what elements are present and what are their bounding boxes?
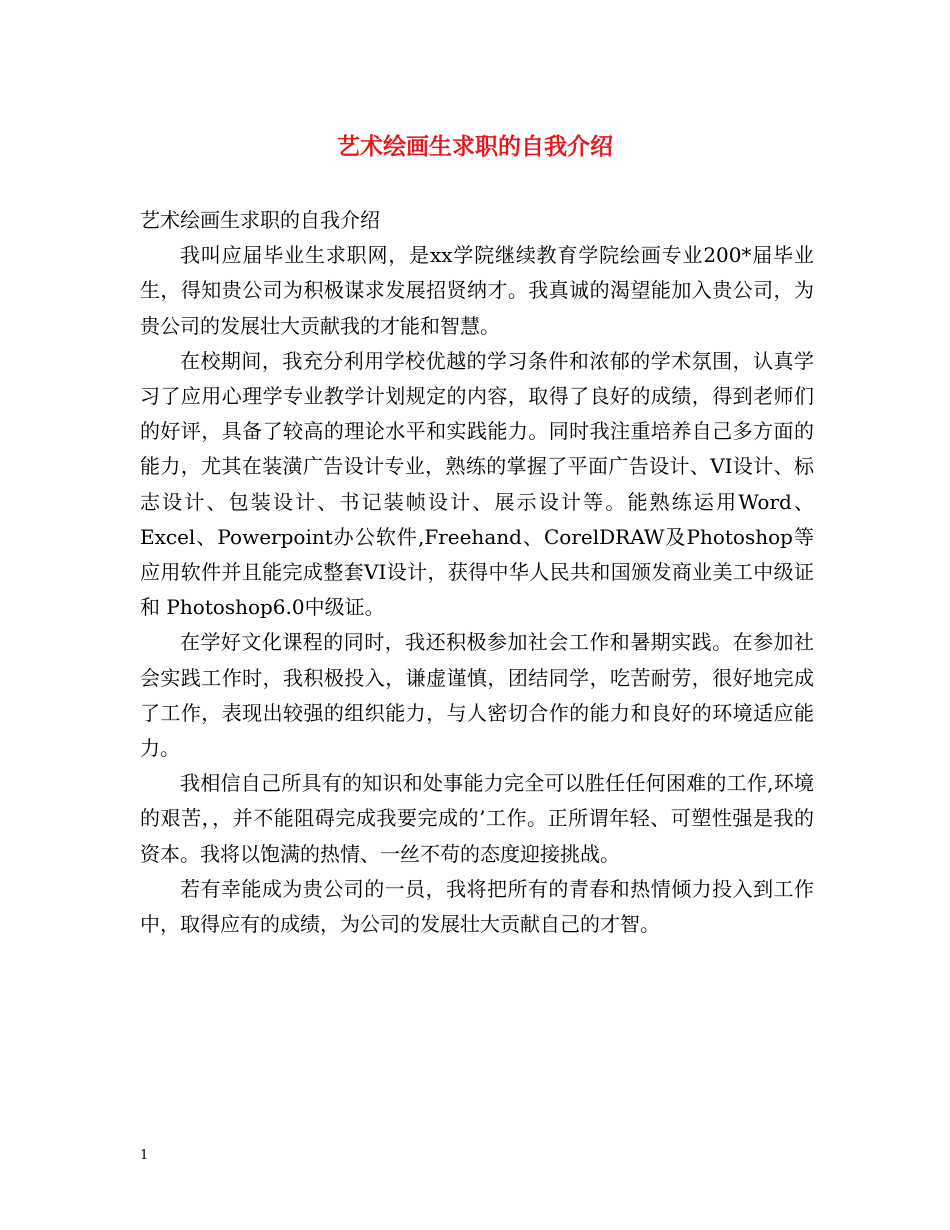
page-number: 1 xyxy=(140,1148,149,1163)
paragraph-introduction: 我叫应届毕业生求职网，是xx学院继续教育学院绘画专业200*届毕业生，得知贵公司为积极谋求发展招贤纳才。我真诚的渴望能加入贵公司，为贵公司的发展壮大贡献我的才能和智慧。 xyxy=(140,243,814,338)
paragraph-school-period: 在校期间，我充分利用学校优越的学习条件和浓郁的学术氛围，认真学习了应用心理学专业教学计划规定的内容，取得了良好的成绩，得到老师们的好评，具备了较高的理论水平和实践能力。同时我注重培养自己多方面的能力，尤其在装潢广告设计专业，熟练的掌握了平面广告设计、VI设计、标志设计、包装设计、书记装帧设计、展示设计等。能熟练运用Word、Excel、Powerpoint办公软件,Freehand、CorelDRAW及Photoshop等应用软件并且能完成整套VI设计，获得中华人民共和国颁发商业美工中级证和 Photoshop6.0中级证。 xyxy=(140,348,814,620)
paragraph-confidence: 我相信自己所具有的知识和处事能力完全可以胜任任何困难的工作,环境的艰苦，，并不能阻碍完成我要完成的’工作。正所谓年轻、可塑性强是我的资本。我将以饱满的热情、一丝不苟的态度迎接挑战。 xyxy=(140,771,814,866)
page-title: 艺术绘画生求职的自我介绍 xyxy=(337,133,613,160)
document-body xyxy=(140,203,814,942)
paragraph-closing: 若有幸能成为贵公司的一员，我将把所有的青春和热情倾力投入到工作中，取得应有的成绩，为公司的发展壮大贡献自己的才智。 xyxy=(140,876,814,937)
document-subtitle: 艺术绘画生求职的自我介绍 xyxy=(140,208,380,232)
paragraph-social-practice: 在学好文化课程的同时，我还积极参加社会工作和暑期实践。在参加社会实践工作时，我积极投入，谦虚谨慎，团结同学，吃苦耐劳，很好地完成了工作，表现出较强的组织能力，与人密切合作的能力和良好的环境适应能力。 xyxy=(140,630,814,761)
